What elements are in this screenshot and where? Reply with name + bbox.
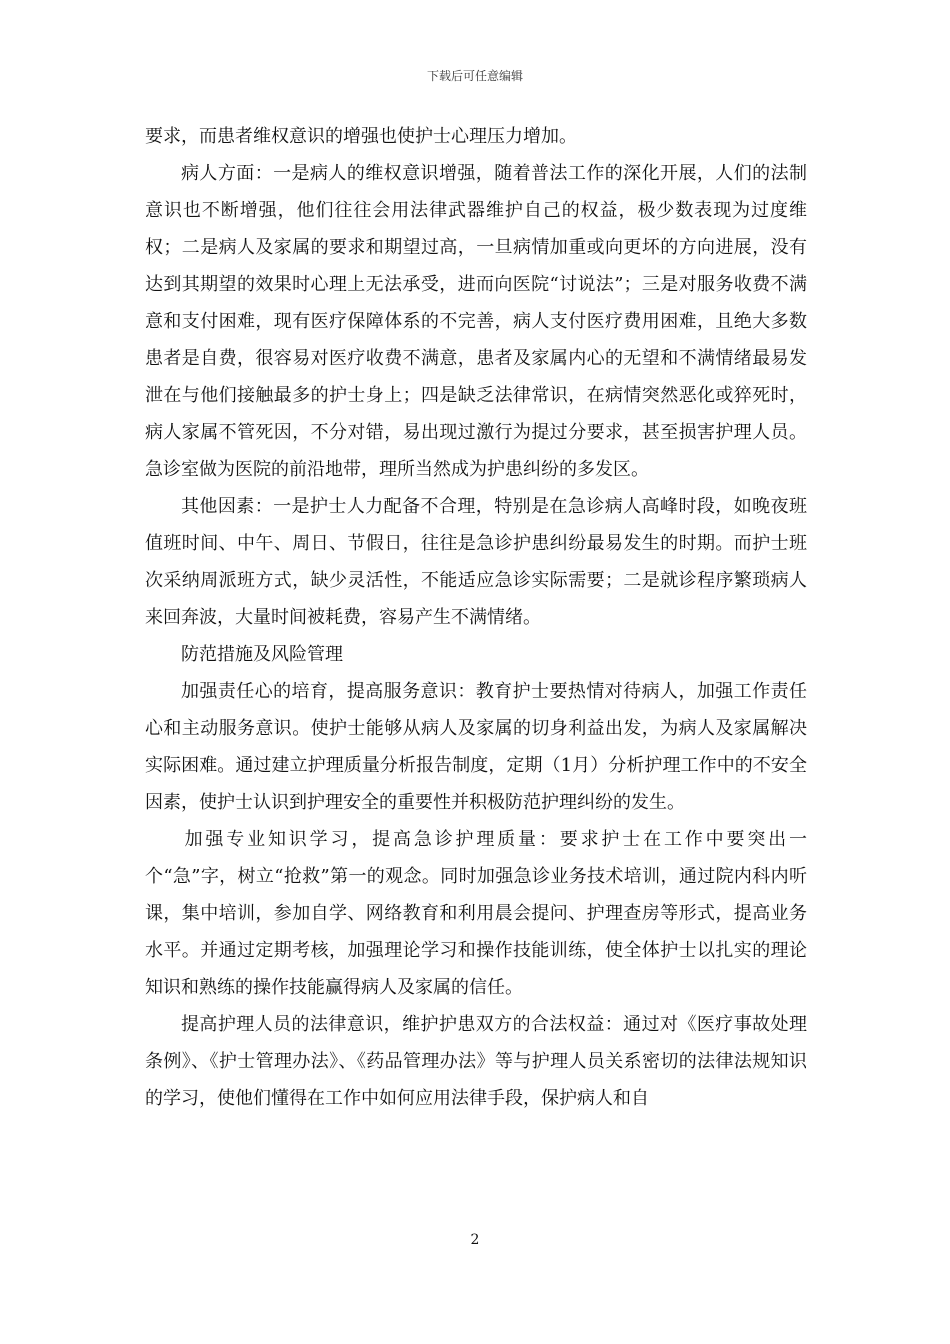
paragraph-other-factors: 其他因素：一是护士人力配备不合理，特别是在急诊病人高峰时段，如晚夜班值班时间、中午、周日、节假日，往往是急诊护患纠纷最易发生的时期。而护士班次采纳周派班方式，缺少灵活性，不能适应急诊实际需要；二是就诊程序繁琐病人来回奔波，大量时间被耗费，容易产生不满情绪。 [145,496,807,628]
paragraph-professional-knowledge: 加强专业知识学习，提高急诊护理质量：要求护士在工作中要突出一个“急”字，树立“抢救”第一的观念。同时加强急诊业务技术培训，通过院内科内听课，集中培训，参加自学、网络教育和利用晨会提问、护理查房等形式，提高业务水平。并通过定期考核，加强理论学习和操作技能训练，使全体护士以扎实的理论知识和熟练的操作技能赢得病人及家属的信任。 [145,829,807,998]
document-body [145,118,807,1117]
page-number: 2 [470,1232,480,1248]
page-header: 下载后可任意编辑 [426,69,523,83]
paragraph-patient-factors: 病人方面：一是病人的维权意识增强，随着普法工作的深化开展，人们的法制意识也不断增强，他们往往会用法律武器维护自己的权益，极少数表现为过度维权；二是病人及家属的要求和期望过高，一旦病情加重或向更坏的方向进展，没有达到其期望的效果时心理上无法承受，进而向医院“讨说法”；三是对服务收费不满意和支付困难，现有医疗保障体系的不完善，病人支付医疗费用困难，且绝大多数患者是自费，很容易对医疗收费不满意，患者及家属内心的无望和不满情绪最易发泄在与他们接触最多的护士身上；四是缺乏法律常识，在病情突然恶化或猝死时，病人家属不管死因，不分对错，易出现过激行为提过分要求，甚至损害护理人员。急诊室做为医院的前沿地带，理所当然成为护患纠纷的多发区。 [145,163,807,480]
paragraph-continuation: 要求，而患者维权意识的增强也使护士心理压力增加。 [145,126,577,147]
section-heading: 防范措施及风险管理 [181,644,343,665]
paragraph-responsibility: 加强责任心的培育，提高服务意识：教育护士要热情对待病人，加强工作责任心和主动服务意识。使护士能够从病人及家属的切身利益出发，为病人及家属解决实际困难。通过建立护理质量分析报告制度，定期（1月）分析护理工作中的不安全因素，使护士认识到护理安全的重要性并积极防范护理纠纷的发生。 [145,681,807,813]
paragraph-legal-awareness: 提高护理人员的法律意识，维护护患双方的合法权益：通过对《医疗事故处理条例》、《护士管理办法》、《药品管理办法》等与护理人员关系密切的法律法规知识的学习，使他们懂得在工作中如何应用法律手段，保护病人和自 [145,1014,807,1109]
